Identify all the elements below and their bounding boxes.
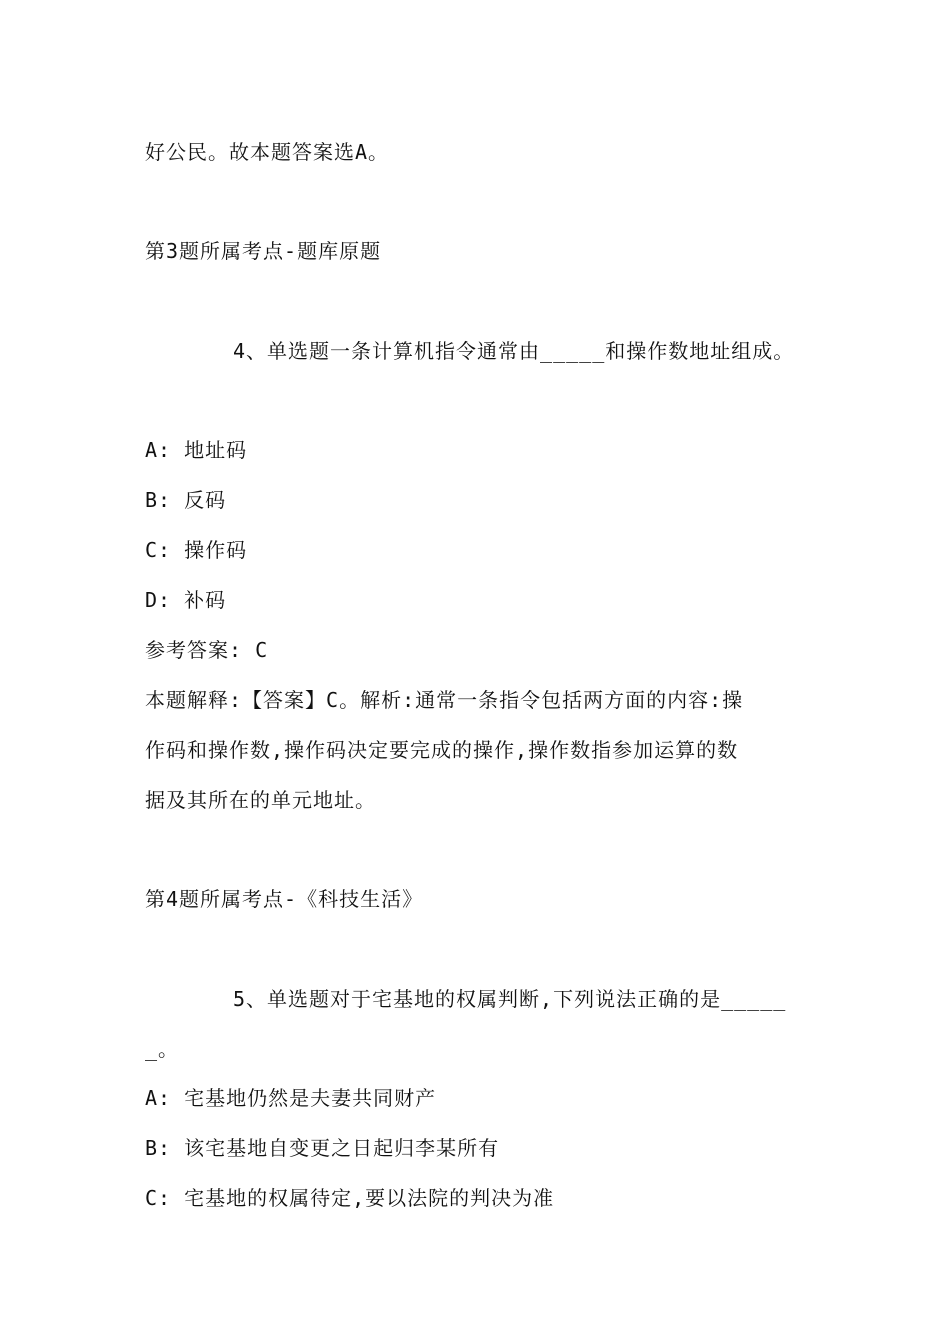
question-4-option-a: A: 地址码 xyxy=(145,438,248,462)
question-4-stem: 4、单选题一条计算机指令通常由_____和操作数地址组成。 xyxy=(233,339,795,363)
question-4-explanation-line-2: 作码和操作数,操作码决定要完成的操作,操作数指参加运算的数 xyxy=(145,738,739,762)
question-3-topic: 第3题所属考点-题库原题 xyxy=(145,239,382,263)
question-5-option-c: C: 宅基地的权属待定,要以法院的判决为准 xyxy=(145,1186,555,1210)
question-4-option-c: C: 操作码 xyxy=(145,538,248,562)
question-4-topic: 第4题所属考点-《科技生活》 xyxy=(145,887,424,911)
question-5-stem-line-1: 5、单选题对于宅基地的权属判断,下列说法正确的是_____ xyxy=(233,987,787,1011)
question-4-explanation-line-1: 本题解释:【答案】C。解析:通常一条指令包括两方面的内容:操 xyxy=(145,688,744,712)
question-5-stem-line-2: _。 xyxy=(145,1037,180,1061)
question-4-explanation-line-3: 据及其所在的单元地址。 xyxy=(145,788,376,812)
previous-answer-tail: 好公民。故本题答案选A。 xyxy=(145,140,390,164)
question-4-option-b: B: 反码 xyxy=(145,488,227,512)
question-4-option-d: D: 补码 xyxy=(145,588,227,612)
question-5-option-b: B: 该宅基地自变更之日起归李某所有 xyxy=(145,1136,500,1160)
question-4-reference-answer: 参考答案: C xyxy=(145,638,269,662)
question-5-option-a: A: 宅基地仍然是夫妻共同财产 xyxy=(145,1086,437,1110)
